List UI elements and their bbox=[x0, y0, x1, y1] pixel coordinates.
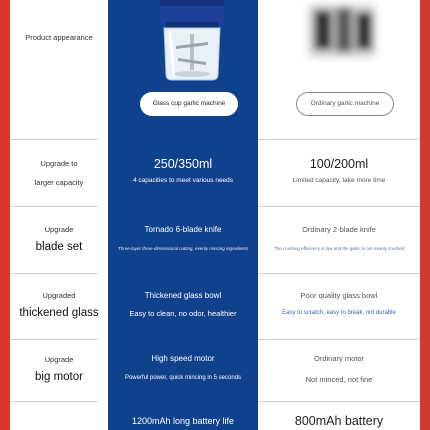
blade-label-line2: blade set bbox=[35, 241, 83, 253]
glass-label-line2: thickened glass bbox=[19, 307, 99, 319]
our-battery-title: 1200mAh long battery life bbox=[131, 416, 235, 426]
glass-label-line1: Upgraded bbox=[42, 291, 76, 300]
ordinary-garlic-machine-image bbox=[300, 0, 384, 62]
row-divider bbox=[258, 339, 420, 340]
capacity-label-line2: larger capacity bbox=[34, 178, 84, 187]
ordinary-capacity-description: Limited capacity, take more time bbox=[292, 177, 386, 184]
ordinary-garlic-machine-label: Ordinary garlic machine bbox=[296, 92, 394, 116]
ordinary-motor-description: Not minced, not fine bbox=[305, 375, 373, 384]
ordinary-battery-value: 800mAh battery bbox=[294, 414, 384, 428]
blade-label-line1: Upgrade bbox=[44, 225, 74, 234]
motor-label-line1: Upgrade bbox=[44, 355, 74, 364]
feature-label-column bbox=[10, 0, 108, 430]
row-divider bbox=[10, 273, 98, 274]
glass-cup-garlic-machine-label: Glass cup garlic machine bbox=[140, 92, 238, 116]
row-divider bbox=[10, 339, 98, 340]
row-divider bbox=[258, 139, 420, 140]
our-capacity-description: 4 capacities to meet various needs bbox=[132, 177, 234, 184]
our-capacity-value: 250/350ml bbox=[153, 157, 213, 171]
appearance-label: Product appearance bbox=[25, 33, 93, 42]
row-divider bbox=[10, 401, 98, 402]
ordinary-glass-description: Easy to scratch, easy to break, not durable bbox=[282, 310, 396, 316]
capacity-label-line1: Upgrade to bbox=[40, 159, 78, 168]
ordinary-motor-title: Ordinary motor bbox=[313, 354, 364, 363]
our-blade-title: Tornado 6-blade knife bbox=[144, 225, 222, 234]
ordinary-capacity-value: 100/200ml bbox=[309, 157, 369, 171]
our-blade-description: Three-layer three-dimensional cutting, evenly mincing ingredients bbox=[117, 246, 249, 251]
ordinary-blade-title: Ordinary 2-blade knife bbox=[302, 225, 376, 234]
ordinary-product-column bbox=[258, 0, 420, 430]
our-motor-description: Powerful power, quick mincing in 5 seconds bbox=[124, 375, 242, 381]
our-motor-title: High speed motor bbox=[151, 354, 215, 363]
row-divider bbox=[10, 139, 98, 140]
row-divider bbox=[10, 206, 98, 207]
row-divider bbox=[258, 273, 420, 274]
row-divider bbox=[258, 401, 420, 402]
our-glass-title: Thickened glass bowl bbox=[144, 291, 222, 300]
glass-garlic-machine-image bbox=[152, 0, 232, 82]
ordinary-glass-title: Poor quality glass bowl bbox=[300, 291, 378, 300]
our-glass-description: Easy to clean, no odor, healthier bbox=[129, 309, 237, 318]
ordinary-blade-description: The crushing efficiency is low and the garlic is not evenly crushed bbox=[273, 246, 405, 251]
row-divider bbox=[258, 206, 420, 207]
motor-label-line2: big motor bbox=[35, 371, 83, 383]
